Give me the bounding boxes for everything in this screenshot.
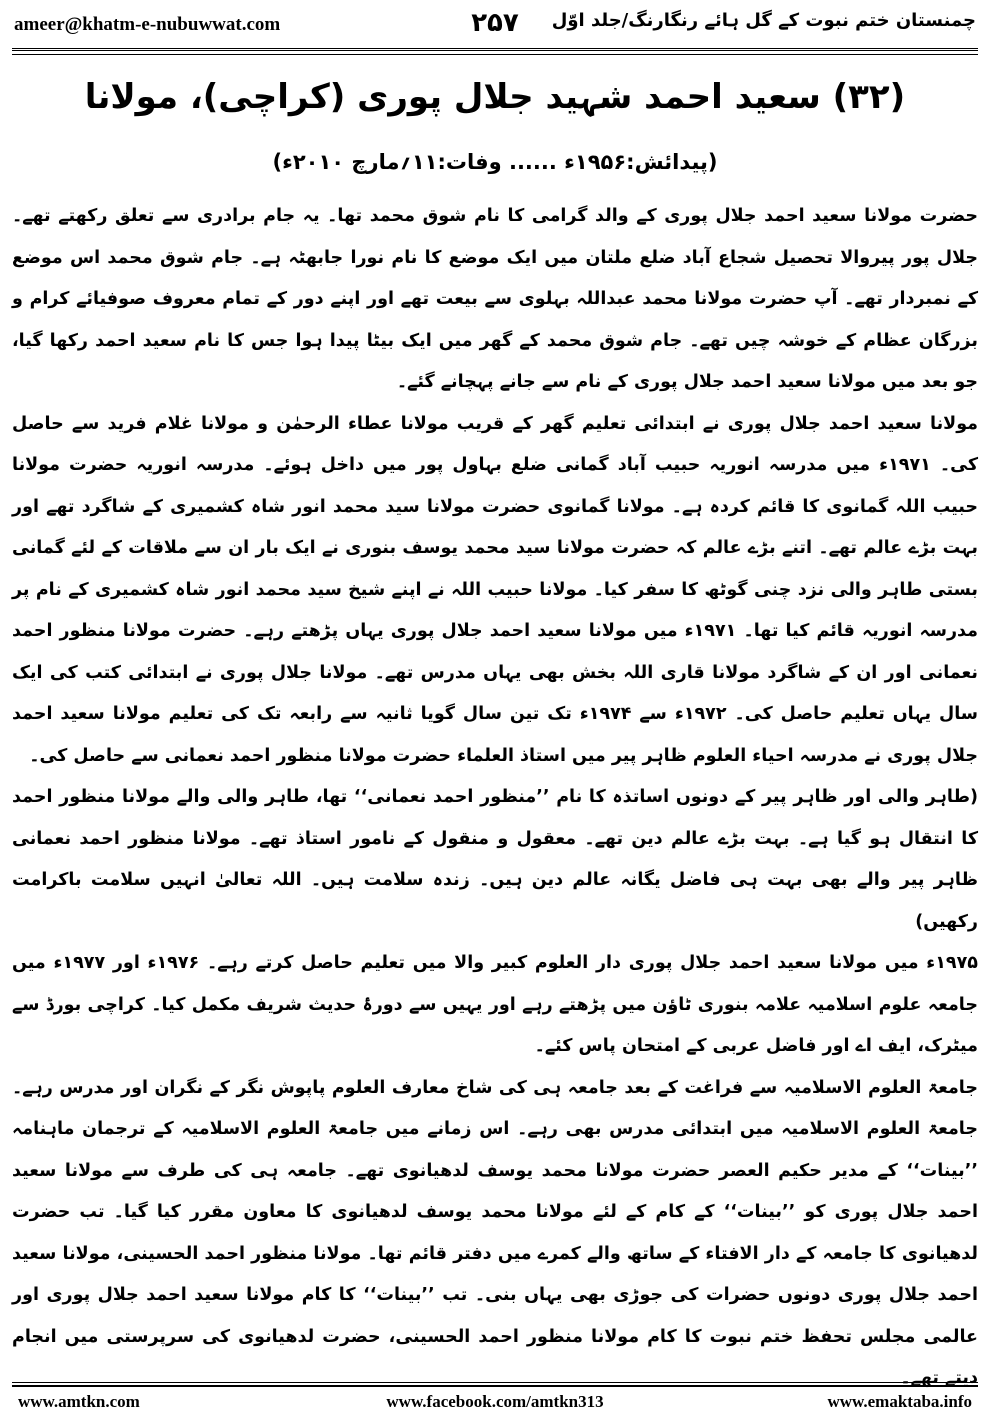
footer-link-emaktaba[interactable]: www.emaktaba.info — [827, 1392, 972, 1411]
footer-link-facebook[interactable]: www.facebook.com/amtkn313 — [386, 1392, 604, 1411]
chapter-title: (۳۲) سعید احمد شہید جلال پوری (کراچی)، مولانا — [84, 77, 906, 117]
footer-divider — [12, 1382, 978, 1387]
paragraph: (طاہر والی اور ظاہر پیر کے دونوں اساتذہ کا نام ’’منظور احمد نعمانی‘‘ تھا، طاہر والی والے مولانا منظور احمد کا انتقال ہو گیا ہے۔ بہت بڑے عالم دین تھے۔ معقول و منقول کے نامور استاذ تھے۔ مولانا منظور احمد نعمانی ظاہر پیر والے بھی بہت ہی فاضل یگانہ عالم دین ہیں۔ زندہ سلامت ہیں۔ اللہ تعالیٰ انہیں سلامت باکرامت رکھیں) — [12, 787, 978, 932]
header-divider — [12, 48, 978, 55]
chapter-dates: (پیدائش:۱۹۵۶ء ...... وفات:۱۱؍مارچ ۲۰۱۰ء) — [272, 150, 718, 174]
book-title: چمنستان ختم نبوت کے گل ہائے رنگارنگ/جلد اوّل — [551, 10, 976, 31]
header-email: ameer@khatm-e-nubuwwat.com — [14, 14, 281, 35]
footer-link-amtkn[interactable]: www.amtkn.com — [18, 1392, 140, 1411]
article-body — [12, 196, 979, 1388]
page-footer — [0, 1390, 990, 1418]
paragraph: جامعۃ العلوم الاسلامیہ سے فراغت کے بعد جامعہ ہی کی شاخ معارف العلوم پاپوش نگر کے نگران اور مدرس رہے۔ جامعۃ العلوم الاسلامیہ میں ابتدائی مدرس بھی رہے۔ اس زمانے میں جامعۃ العلوم الاسلامیہ کے ترجمان ماہنامہ ’’بینات‘‘ کے مدیر حکیم العصر حضرت مولانا محمد یوسف لدھیانوی تھے۔ جامعہ ہی کی طرف سے مولانا سعید احمد جلال پوری کو ’’بینات‘‘ کے کام کے لئے مولانا محمد یوسف لدھیانوی کا معاون مقرر کیا گیا۔ تب حضرت لدھیانوی کا جامعہ کے دار الافتاء کے ساتھ والے کمرے میں دفتر قائم تھا۔ مولانا منظور احمد الحسینی، مولانا سعید احمد جلال پوری دونوں حضرات کی جوڑی بھی یہاں بنی۔ تب ’’بینات‘‘ کا کام مولانا سعید احمد جلال پوری اور عالمی مجلس تحفظ ختم نبوت کا کام مولانا منظور احمد الحسینی، حضرت لدھیانوی کی سرپرستی میں انجام دیتے تھے۔ — [12, 1077, 978, 1388]
paragraph: ۱۹۷۵ء میں مولانا سعید احمد جلال پوری دار العلوم کبیر والا میں تعلیم حاصل کرتے رہے۔ ۱۹۷۶ء اور ۱۹۷۷ء میں جامعہ علوم اسلامیہ علامہ بنوری ٹاؤن میں پڑھتے رہے اور یہیں سے دورۂ حدیث شریف مکمل کیا۔ کراچی بورڈ سے میٹرک، ایف اے اور فاضل عربی کے امتحان پاس کئے۔ — [12, 953, 978, 1056]
page-number: ۲۵۷ — [471, 8, 519, 38]
paragraph: مولانا سعید احمد جلال پوری نے ابتدائی تعلیم گھر کے قریب مولانا عطاء الرحمٰن و مولانا غلام فرید سے حاصل کی۔ ۱۹۷۱ء میں مدرسہ انوریہ حبیب آباد گمانی ضلع بہاول پور میں داخل ہوئے۔ مدرسہ انوریہ حضرت مولانا حبیب اللہ گمانوی کا قائم کردہ ہے۔ مولانا گمانوی حضرت مولانا سید محمد انور شاہ کشمیری کے شاگرد تھے اور بہت بڑے عالم تھے۔ اتنے بڑے عالم کہ حضرت مولانا سید محمد یوسف بنوری نے ایک بار ان سے ملاقات کے لئے گمانی بستی طاہر والی نزد چنی گوٹھ کا سفر کیا۔ مولانا حبیب اللہ نے اپنے شیخ سید محمد انور شاہ کشمیری کے نام پر مدرسہ انوریہ قائم کیا تھا۔ ۱۹۷۱ء میں مولانا سعید احمد جلال پوری یہاں پڑھتے رہے۔ حضرت مولانا منظور احمد نعمانی اور ان کے شاگرد مولانا قاری اللہ بخش بھی یہاں مدرس تھے۔ مولانا جلال پوری نے ابتدائی کتب کی ایک سال یہاں تعلیم حاصل کی۔ ۱۹۷۲ء سے ۱۹۷۴ء تک تین سال گویا ثانیہ سے رابعہ تک کی تعلیم مولانا سعید احمد جلال پوری نے مدرسہ احیاء العلوم ظاہر پیر میں استاذ العلماء حضرت مولانا منظور احمد نعمانی سے حاصل کی۔ — [12, 413, 979, 766]
paragraph: حضرت مولانا سعید احمد جلال پوری کے والد گرامی کا نام شوق محمد تھا۔ یہ جام برادری سے تعلق رکھتے تھے۔ جلال پور پیروالا تحصیل شجاع آباد ضلع ملتان میں ایک موضع کا نام نورا جابھٹہ ہے۔ جام شوق محمد اس موضع کے نمبردار تھے۔ آپ حضرت مولانا محمد عبداللہ بہلوی سے بیعت تھے اور اپنے دور کے تمام معروف صوفیائے کرام و بزرگان عظام کے خوشہ چیں تھے۔ جام شوق محمد کے گھر میں ایک بیٹا پیدا ہوا جس کا نام سعید احمد رکھا گیا، جو بعد میں مولانا سعید احمد جلال پوری کے نام سے جانے پہچانے گئے۔ — [12, 206, 978, 392]
